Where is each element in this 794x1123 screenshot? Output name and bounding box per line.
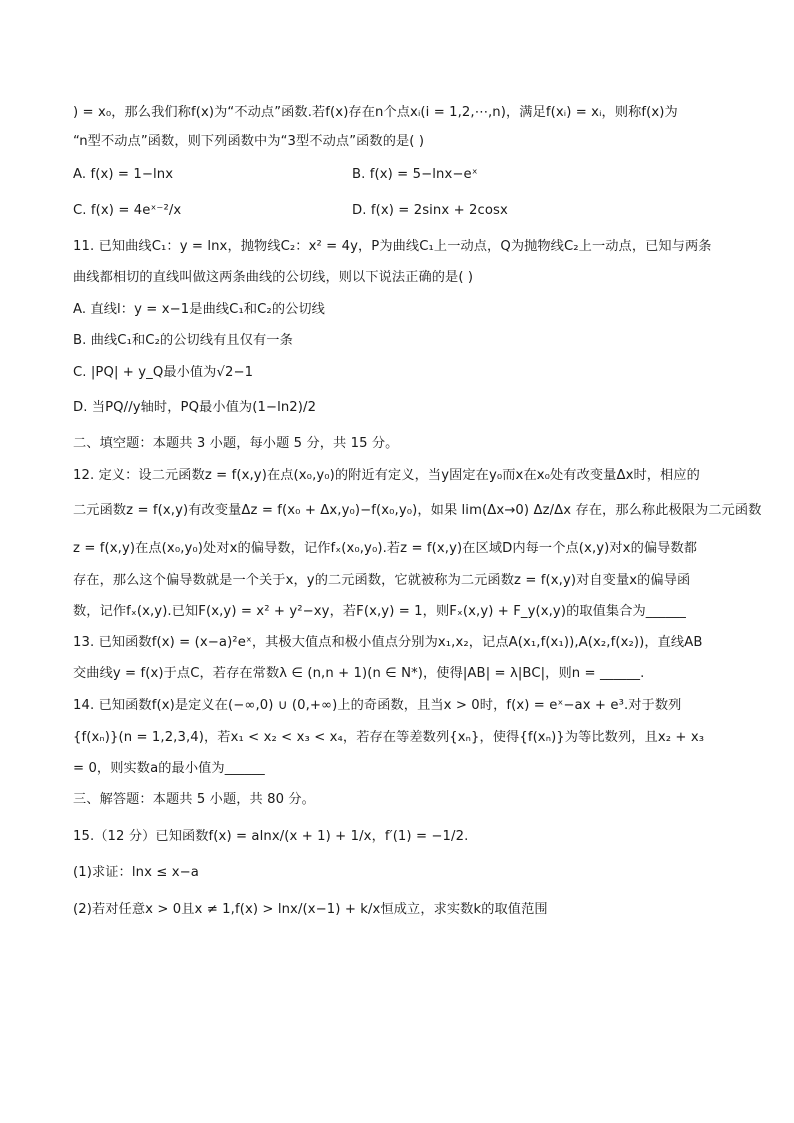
q10-stem-line-1: ) = x₀，那么我们称f(x)为“不动点”函数.若f(x)存在n个点xᵢ(i = 1,2,⋯,n)，满足f(xᵢ) = xᵢ，则称f(x)为 [73,105,678,120]
q10-option-a: A. f(x) = 1−lnx [73,167,174,182]
q14-line-3: = 0，则实数a的最小值为______ [73,761,265,776]
q12-line-1: 12. 定义：设二元函数z = f(x,y)在点(x₀,y₀)的附近有定义，当y固定在y₀而x在x₀处有改变量Δx时，相应的 [73,468,700,483]
q15-stem: 15.（12 分）已知函数f(x) = alnx/(x + 1) + 1/x，f′(1) = −1/2. [73,829,469,844]
q11-option-a: A. 直线l：y = x−1是曲线C₁和C₂的公切线 [73,302,325,317]
q11-stem-line-2: 曲线都相切的直线叫做这两条曲线的公切线，则以下说法正确的是( ) [73,270,474,285]
q10-stem-line-2: “n型不动点”函数，则下列函数中为“3型不动点”函数的是( ) [73,134,425,149]
q13-line-2: 交曲线y = f(x)于点C，若存在常数λ ∈ (n,n + 1)(n ∈ N*)，使得|AB| = λ|BC|，则n = ______. [73,666,645,681]
q15-part-1: (1)求证：lnx ≤ x−a [73,865,199,880]
q10-option-c: C. f(x) = 4eˣ⁻²/x [73,203,182,218]
q12-line-2: 二元函数z = f(x,y)有改变量Δz = f(x₀ + Δx,y₀)−f(x₀,y₀)，如果 lim(Δx→0) Δz/Δx 存在，那么称此极限为二元函数 [73,503,762,518]
q10-option-d: D. f(x) = 2sinx + 2cosx [352,203,508,218]
q13-line-1: 13. 已知函数f(x) = (x−a)²eˣ，其极大值点和极小值点分别为x₁,x₂，记点A(x₁,f(x₁)),A(x₂,f(x₂))，直线AB [73,635,703,650]
q11-option-c: C. |PQ| + y_Q最小值为√2−1 [73,365,254,380]
q11-stem-line-1: 11. 已知曲线C₁：y = lnx，抛物线C₂：x² = 4y，P为曲线C₁上一动点，Q为抛物线C₂上一动点，已知与两条 [73,239,712,254]
q14-line-1: 14. 已知函数f(x)是定义在(−∞,0) ∪ (0,+∞)上的奇函数，且当x > 0时，f(x) = eˣ−ax + e³.对于数列 [73,698,682,713]
q11-option-b: B. 曲线C₁和C₂的公切线有且仅有一条 [73,333,293,348]
section-2-heading: 二、填空题：本题共 3 小题，每小题 5 分，共 15 分。 [73,436,399,451]
q11-option-d: D. 当PQ//y轴时，PQ最小值为(1−ln2)/2 [73,400,317,415]
q15-part-2: (2)若对任意x > 0且x ≠ 1,f(x) > lnx/(x−1) + k/x恒成立，求实数k的取值范围 [73,902,548,917]
q12-line-3: z = f(x,y)在点(x₀,y₀)处对x的偏导数，记作fₓ(x₀,y₀).若z = f(x,y)在区域D内每一个点(x,y)对x的偏导数都 [73,541,698,556]
q12-line-4: 存在，那么这个偏导数就是一个关于x，y的二元函数，它就被称为二元函数z = f(x,y)对自变量x的偏导函 [73,573,691,588]
q12-line-5: 数，记作fₓ(x,y).已知F(x,y) = x² + y²−xy，若F(x,y) = 1，则Fₓ(x,y) + F_y(x,y)的取值集合为______ [73,604,686,619]
section-3-heading: 三、解答题：本题共 5 小题，共 80 分。 [73,792,315,807]
q10-option-b: B. f(x) = 5−lnx−eˣ [352,167,478,182]
q14-line-2: {f(xₙ)}(n = 1,2,3,4)，若x₁ < x₂ < x₃ < x₄，若存在等差数列{xₙ}，使得{f(xₙ)}为等比数列，且x₂ + x₃ [73,730,705,745]
